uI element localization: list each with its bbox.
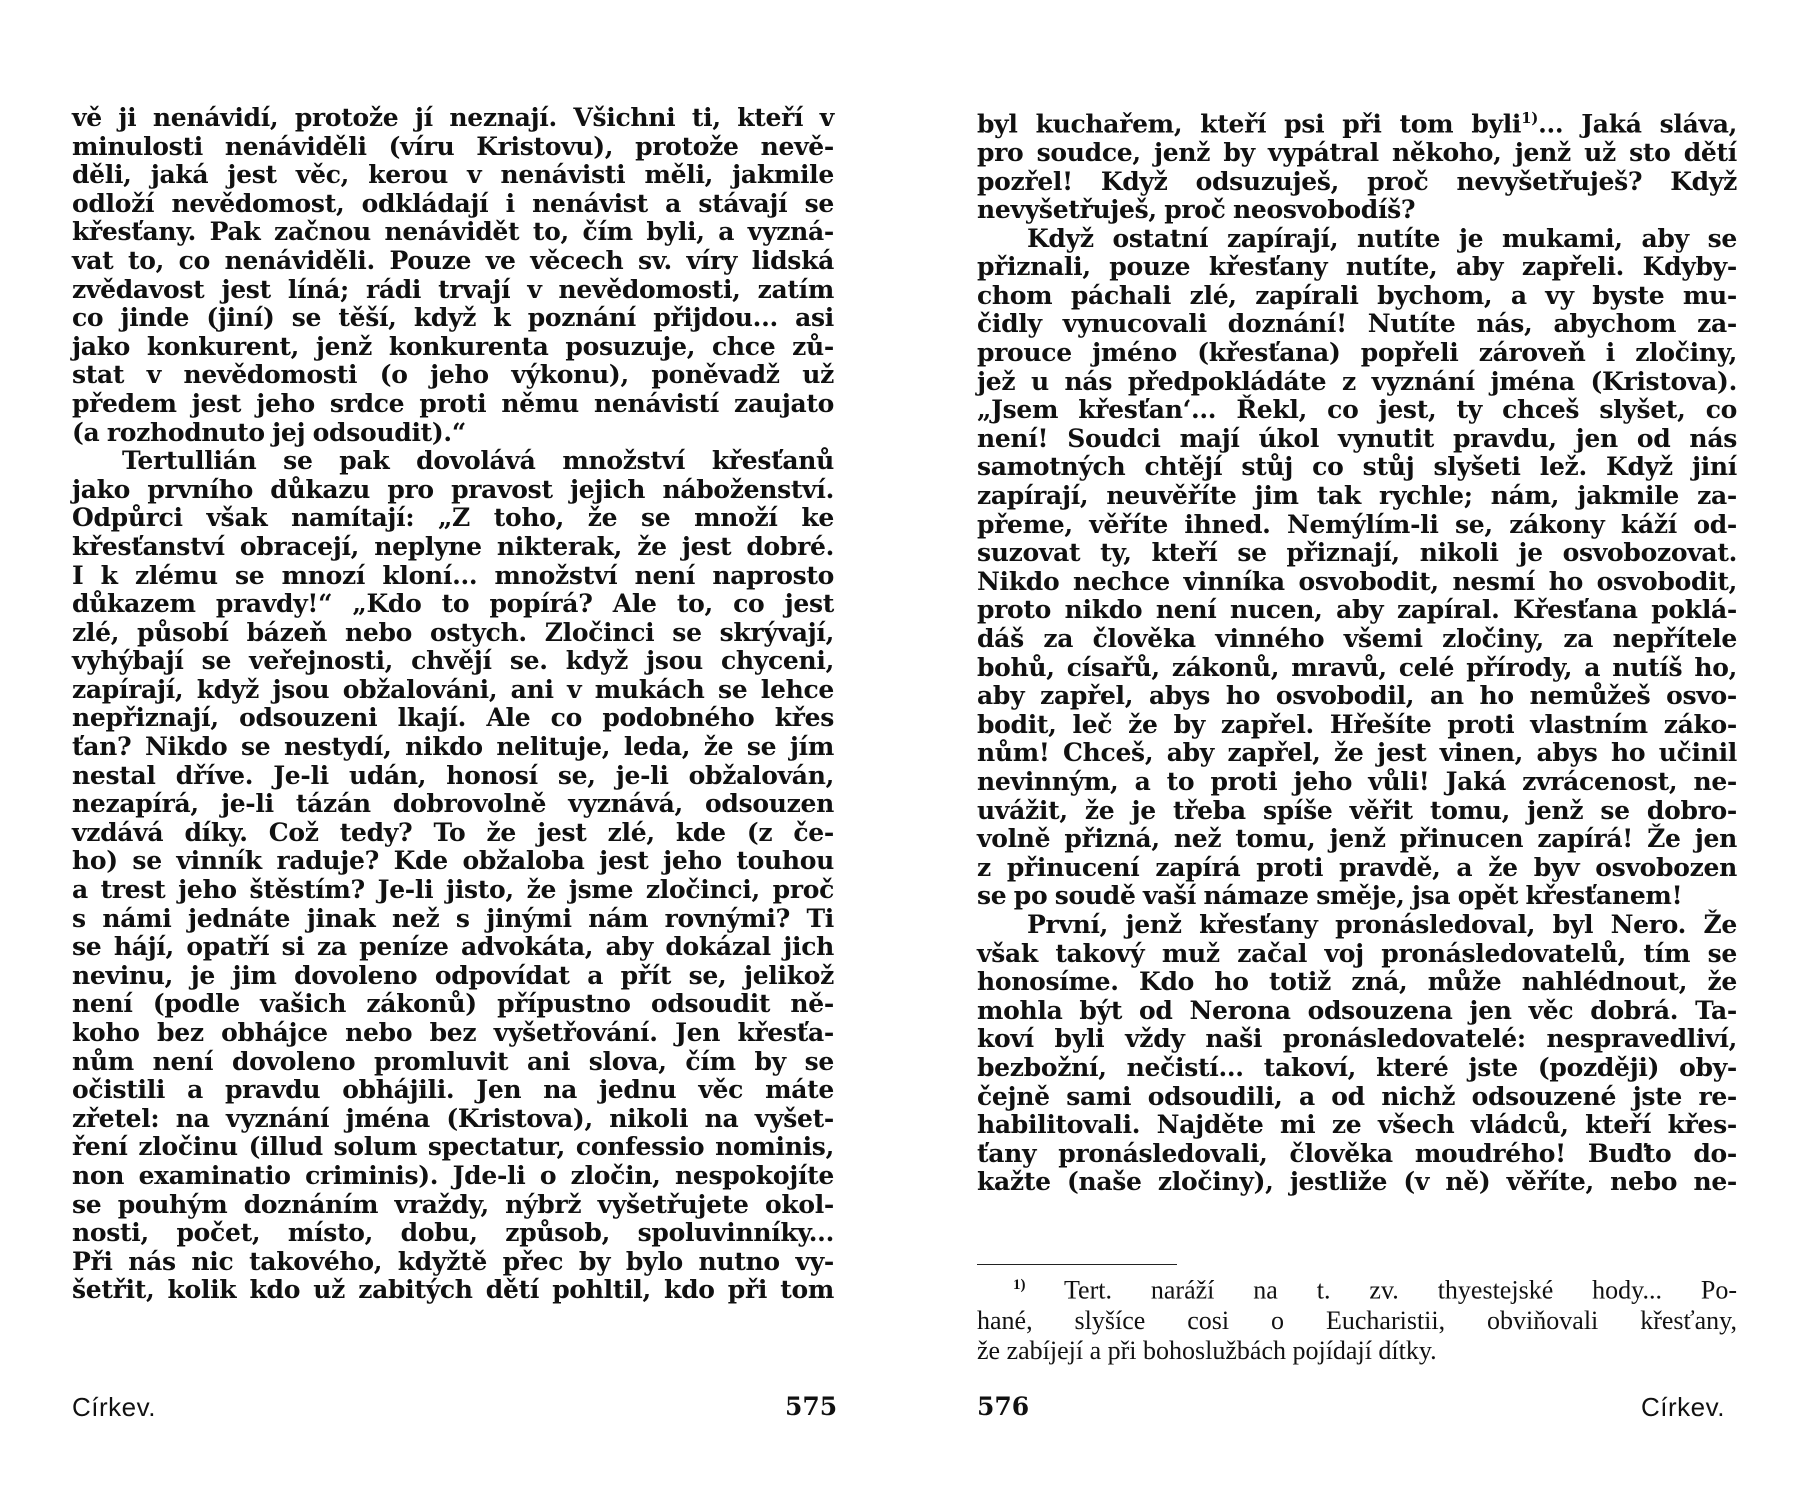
text-line: z přinucení zapírá proti pravdě, a že byv osvobozen bbox=[977, 852, 1737, 882]
right-page-body bbox=[977, 104, 1737, 1197]
text-line: vyhýbají se veřejnosti, chvějí se. když jsou chyceni, bbox=[72, 646, 834, 676]
text-line: křesťany. Pak začnou nenávidět to, čím byli, a vyzná- bbox=[72, 217, 834, 247]
text-line: přeme, věříte ihned. Nemýlím-li se, zákony káží od- bbox=[977, 509, 1737, 539]
text-line: I k zlému se mnozí kloní... množství není naprosto bbox=[72, 560, 834, 590]
text-line: nům není dovoleno promluvit ani slova, čím by se bbox=[72, 1046, 834, 1076]
text-line: bezbožní, nečistí... takoví, které jste (později) oby- bbox=[977, 1052, 1737, 1082]
footnote-divider bbox=[977, 1264, 1177, 1265]
text-line: nezapírá, je-li tázán dobrovolně vyznává, odsouzen bbox=[72, 789, 834, 819]
text-line: jako prvního důkazu pro pravost jejich náboženství. bbox=[72, 474, 834, 504]
text-line: „Jsem křesťan‘... Řekl, co jest, ty chceš slyšet, co bbox=[977, 395, 1737, 425]
text-line: bodit, leč že by zapřel. Hřešíte proti vlastním záko- bbox=[977, 709, 1737, 739]
text-line: chom páchali zlé, zapírali bychom, a vy byste mu- bbox=[977, 280, 1737, 310]
text-line: nepřiznají, odsouzeni lkají. Ale co podobného křes bbox=[72, 703, 834, 733]
text-line: pozřel! Když odsuzuješ, proč nevyšetřuješ? Když bbox=[977, 166, 1737, 196]
text-line: Nikdo nechce vinníka osvobodit, nesmí ho osvobodit, bbox=[977, 566, 1737, 596]
text-line: První, jenž křesťany pronásledoval, byl Nero. Že bbox=[1027, 909, 1737, 939]
text-line: samotných chtějí stůj co stůj slyšeti lež. Když jiní bbox=[977, 452, 1737, 482]
text-line: nům! Chceš, aby zapřel, že jest vinen, abys ho učinil bbox=[977, 738, 1737, 768]
text-line: pro soudce, jenž by vypátral někoho, jenž už sto dětí bbox=[977, 137, 1737, 167]
text-line: důkazem pravdy!“ „Kdo to popírá? Ale to, co jest bbox=[72, 589, 834, 619]
text-line: však takový muž začal voj pronásledovatelů, tím se bbox=[977, 938, 1737, 968]
text-line: aby zapřel, abys ho osvobodil, an ho nemůžeš osvo- bbox=[977, 681, 1737, 711]
text-line: Tertullián se pak dovolává množství křesťanů bbox=[122, 446, 834, 476]
text-line: předem jest jeho srdce proti němu nenávistí zaujato bbox=[72, 388, 834, 418]
text-line-tail: ... Jaká sláva, bbox=[1538, 109, 1738, 139]
text-line: proto nikdo není nucen, aby zapíral. Křesťana poklá- bbox=[977, 595, 1737, 625]
text-line: přiznali, pouze křesťany nutíte, aby zapřeli. Kdyby- bbox=[977, 252, 1737, 282]
text-line: non examinatio criminis). Jde-li o zločin, nespokojíte bbox=[72, 1160, 834, 1190]
running-footer-title: Církev. bbox=[1641, 1392, 1725, 1422]
running-footer-title: Církev. bbox=[72, 1392, 156, 1422]
text-line: vat to, co nenáviděli. Pouze ve věcech sv. víry lidská bbox=[72, 245, 834, 275]
footnote-text: Tert. naráží na t. zv. thyestejské hody... Po- bbox=[1063, 1275, 1738, 1305]
text-line: uvážit, že je třeba spíše věřit tomu, jenž se dobro- bbox=[977, 795, 1737, 825]
text-line: stat v nevědomosti (o jeho výkonu), poněvadž už bbox=[72, 360, 834, 390]
text-line: honosíme. Kdo ho totiž zná, může nahlédnout, že bbox=[977, 967, 1737, 997]
text-line: zvědavost jest líná; rádi trvají v nevědomosti, zatím bbox=[72, 274, 834, 304]
text-line: nevinným, a to proti jeho vůli! Jaká zvrácenost, ne- bbox=[977, 766, 1737, 796]
text-line: prouce jméno (křesťana) popřeli zároveň i zločiny, bbox=[977, 338, 1737, 368]
text-line: čidly vynucovali doznání! Nutíte nás, abychom za- bbox=[977, 309, 1737, 339]
text-line: šetřit, kolik kdo už zabitých dětí pohltil, kdo při tom bbox=[72, 1275, 834, 1305]
text-line: není (podle vašich zákonů) přípustno odsoudit ně- bbox=[72, 989, 834, 1019]
text-line: Odpůrci však namítají: „Z toho, že se množí ke bbox=[72, 503, 834, 533]
text-line: zapírají, když jsou obžalováni, ani v mukách se lehce bbox=[72, 674, 834, 704]
text-line: koví byli vždy naši pronásledovatelé: nespravedliví, bbox=[977, 1024, 1737, 1054]
text-line: jako konkurent, jenž konkurenta posuzuje, chce zů- bbox=[72, 331, 834, 361]
text-line: a trest jeho štěstím? Je-li jisto, že jsme zločinci, proč bbox=[72, 875, 834, 905]
text-line: se pouhým doznáním vraždy, nýbrž vyšetřujete okol- bbox=[72, 1189, 834, 1219]
text-line: nosti, počet, místo, dobu, způsob, spoluvinníky... bbox=[72, 1218, 834, 1248]
text-line: nestal dříve. Je-li udán, honosí se, je-li obžalován, bbox=[72, 760, 834, 790]
text-line: Když ostatní zapírají, nutíte je mukami, aby se bbox=[1027, 223, 1737, 253]
footnote bbox=[977, 1270, 1737, 1366]
text-line: křesťanství obracejí, neplyne nikterak, že jest dobré. bbox=[72, 531, 834, 561]
page-number: 575 bbox=[785, 1392, 838, 1421]
text-line: bohů, císařů, zákonů, mravů, celé přírody, a nutíš ho, bbox=[977, 652, 1737, 682]
left-page-body bbox=[72, 104, 834, 1305]
text-line: mohla být od Nerona odsouzena jen věc dobrá. Ta- bbox=[977, 995, 1737, 1025]
text-line: vě ji nenávidí, protože jí neznají. Všichni ti, kteří v bbox=[72, 103, 834, 132]
text-line: zlé, působí bázeň nebo ostych. Zločinci se skrývají, bbox=[72, 617, 834, 647]
text-line-head: byl kuchařem, kteří psi při tom byli bbox=[977, 109, 1522, 139]
text-line: nevyšetřuješ, proč neosvobodíš? bbox=[977, 195, 1416, 225]
text-line: ho) se vinník raduje? Kde obžaloba jest jeho touhou bbox=[72, 846, 834, 876]
text-line: čejně sami odsoudili, a od nichž odsouzené jste re- bbox=[977, 1081, 1737, 1111]
text-line: volně přizná, než tomu, jenž přinucen zapírá! Že jen bbox=[977, 824, 1737, 854]
footnote-line: hané, slyšíce cosi o Eucharistii, obviňovali křesťany, bbox=[977, 1305, 1737, 1335]
text-line-with-footnote-ref bbox=[977, 104, 1737, 139]
right-page bbox=[901, 0, 1802, 1500]
text-line: se po soudě vaší námaze směje, jsa opět křesťanem! bbox=[977, 881, 1683, 911]
text-line: co jinde (jiní) se těší, když k poznání přijdou... asi bbox=[72, 303, 834, 333]
text-line: minulosti nenáviděli (víru Kristovu), protože nevě- bbox=[72, 131, 834, 161]
text-line: zapírají, neuvěříte jim tak rychle; nám, jakmile za- bbox=[977, 481, 1737, 511]
text-line: nevinu, je jim dovoleno odpovídat a přít se, jelikož bbox=[72, 960, 834, 990]
text-line: ťany pronásledovali, člověka moudrého! Buďto do- bbox=[977, 1138, 1737, 1168]
text-line: habilitovali. Najděte mi ze všech vládců, kteří křes- bbox=[977, 1110, 1737, 1140]
text-line: ťan? Nikdo se nestydí, nikdo nelituje, leda, že se jím bbox=[72, 732, 834, 762]
footnote-marker: 1) bbox=[1013, 1277, 1026, 1293]
text-line: vzdává díky. Což tedy? To že jest zlé, kde (z če- bbox=[72, 817, 834, 847]
text-line: Při nás nic takového, kdyžtě přec by bylo nutno vy- bbox=[72, 1246, 834, 1276]
text-line: jež u nás předpokládáte z vyznání jména (Kristova). bbox=[977, 366, 1737, 396]
page-number: 576 bbox=[977, 1392, 1030, 1421]
text-line: odloží nevědomost, odkládají i nenávist a stávají se bbox=[72, 188, 834, 218]
text-line: děli, jaká jest věc, kerou v nenávisti měli, jakmile bbox=[72, 160, 834, 190]
text-line: není! Soudci mají úkol vynutit pravdu, jen od nás bbox=[977, 423, 1737, 453]
footnote-reference: 1) bbox=[1521, 109, 1539, 127]
text-line: očistili a pravdu obhájili. Jen na jednu věc máte bbox=[72, 1075, 834, 1105]
text-line: suzovat ty, kteří se přiznají, nikoli je osvobozovat. bbox=[977, 538, 1737, 568]
footnote-line bbox=[977, 1270, 1737, 1306]
text-line: koho bez obhájce nebo bez vyšetřování. Jen křesťa- bbox=[72, 1018, 834, 1047]
text-line: se hájí, opatří si za peníze advokáta, aby dokázal jich bbox=[72, 932, 834, 962]
text-line: kažte (naše zločiny), jestliže (v ně) věříte, nebo ne- bbox=[977, 1167, 1737, 1197]
text-line: dáš za člověka vinného všemi zločiny, za nepřítele bbox=[977, 624, 1737, 654]
text-line: ření zločinu (illud solum spectatur, confessio nominis, bbox=[72, 1132, 834, 1162]
text-line: zřetel: na vyznání jména (Kristova), nikoli na vyšet- bbox=[72, 1103, 834, 1133]
footnote-line: že zabíjejí a při bohoslužbách pojídají dítky. bbox=[977, 1335, 1437, 1365]
text-line: (a rozhodnuto jej odsoudit).“ bbox=[72, 417, 466, 447]
text-line: s námi jednáte jinak než s jinými nám rovnými? Ti bbox=[72, 903, 834, 933]
